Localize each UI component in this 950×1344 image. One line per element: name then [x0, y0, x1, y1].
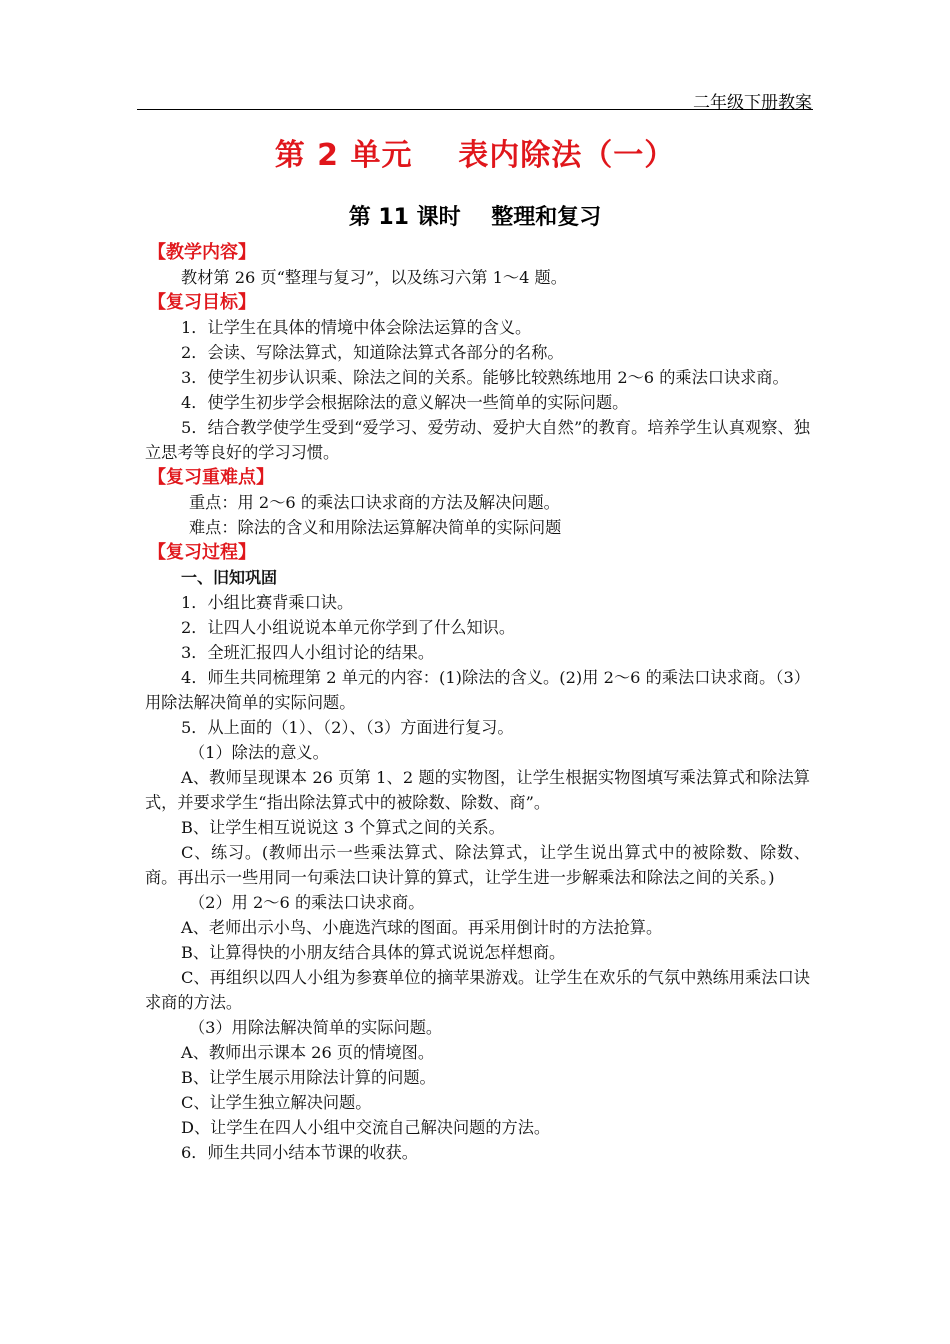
key-point-difficulty: 难点：除法的含义和用除法运算解决简单的实际问题 [189, 518, 562, 537]
review-goals-heading: 【复习目标】 [148, 292, 256, 313]
part-line: B、让学生展示用除法计算的问题。 [181, 1068, 436, 1087]
part-line: A、教师出示课本 26 页的情境图。 [181, 1043, 435, 1062]
part-line: A、老师出示小鸟、小鹿选汽球的图面。再采用倒计时的方法抢算。 [181, 918, 663, 937]
process-line: 3．全班汇报四人小组讨论的结果。 [181, 643, 435, 662]
part-line: A、教师呈现课本 26 页第 1、2 题的实物图，让学生根据实物图填写乘法算式和除法算式，并要求学生“指出除法算式中的被除数、除数、商”。 [145, 768, 810, 812]
goal-item: 5．结合教学使学生受到“爱学习、爱劳动、爱护大自然”的教育。培养学生认真观察、独立思考等良好的学习习惯。 [145, 418, 810, 462]
key-point-focus: 重点：用 2～6 的乘法口诀求商的方法及解决问题。 [189, 493, 560, 512]
part-line: C、让学生独立解决问题。 [181, 1093, 372, 1112]
process-line: 4．师生共同梳理第 2 单元的内容：(1)除法的含义。(2)用 2～6 的乘法口诀求商。（3）用除法解决简单的实际问题。 [145, 668, 810, 712]
goal-item: 2．会读、写除法算式，知道除法算式各部分的名称。 [181, 343, 564, 362]
process-line: 5．从上面的（1）、（2）、（3）方面进行复习。 [181, 718, 514, 737]
page-header-text: 二年级下册教案 [693, 93, 812, 113]
lesson-title: 第 11 课时 整理和复习 [348, 205, 602, 230]
key-points-heading: 【复习重难点】 [148, 467, 274, 488]
part-line: C、练习。(教师出示一些乘法算式、除法算式，让学生说出算式中的被除数、除数、商。再出示一些用同一句乘法口诀计算的算式，让学生进一步解乘法和除法之间的关系。) [145, 843, 810, 887]
closing-line: 6．师生共同小结本节课的收获。 [181, 1143, 418, 1162]
goal-item: 3．使学生初步认识乘、除法之间的关系。能够比较熟练地用 2～6 的乘法口诀求商。 [181, 368, 789, 387]
process-line: 2．让四人小组说说本单元你学到了什么知识。 [181, 618, 516, 637]
part-title: （1）除法的意义。 [189, 743, 329, 762]
part-line: C、再组织以四人小组为参赛单位的摘苹果游戏。让学生在欢乐的气氛中熟练用乘法口诀求商的方法。 [145, 968, 810, 1012]
part-title: （2）用 2～6 的乘法口诀求商。 [189, 893, 425, 912]
process-line: 1．小组比赛背乘口诀。 [181, 593, 354, 612]
part-line: B、让算得快的小朋友结合具体的算式说说怎样想商。 [181, 943, 566, 962]
review-process-heading: 【复习过程】 [148, 542, 256, 563]
teaching-content-heading: 【教学内容】 [148, 242, 256, 263]
document-body [145, 240, 810, 1165]
part-line: D、让学生在四人小组中交流自己解决问题的方法。 [181, 1118, 551, 1137]
goal-item: 4．使学生初步学会根据除法的意义解决一些简单的实际问题。 [181, 393, 629, 412]
part-title: （3）用除法解决简单的实际问题。 [189, 1018, 443, 1037]
section-title: 一、旧知巩固 [181, 568, 278, 587]
teaching-content-text: 教材第 26 页“整理与复习”，以及练习六第 1～4 题。 [181, 268, 567, 287]
part-line: B、让学生相互说说这 3 个算式之间的关系。 [181, 818, 505, 837]
page-header-rule [137, 109, 813, 110]
goal-item: 1．让学生在具体的情境中体会除法运算的含义。 [181, 318, 532, 337]
unit-title: 第 2 单元 表内除法（一） [274, 138, 676, 173]
